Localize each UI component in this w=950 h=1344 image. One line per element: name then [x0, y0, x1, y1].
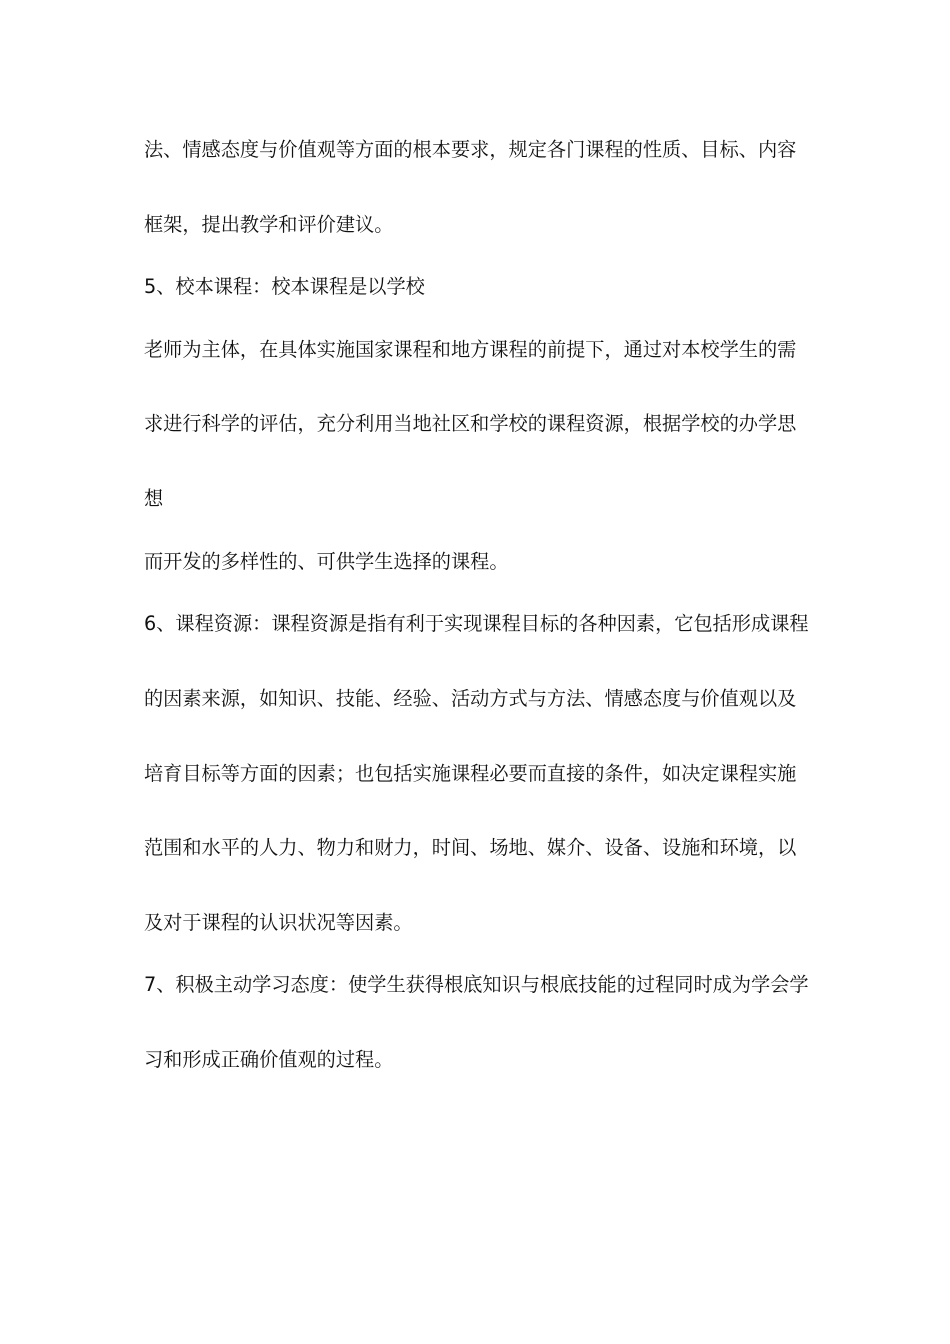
text-line: 及对于课程的认识状况等因素。 — [144, 911, 413, 934]
text-line: 而开发的多样性的、可供学生选择的课程。 — [144, 550, 509, 573]
section-6-heading: 6、课程资源：课程资源是指有利于实现课程目标的各种因素，它包括形成课程 — [144, 612, 809, 635]
text-line: 范围和水平的人力、物力和财力，时间、场地、媒介、设备、设施和环境，以 — [144, 836, 797, 859]
text-line: 培育目标等方面的因素；也包括实施课程必要而直接的条件，如决定课程实施 — [144, 762, 797, 785]
text-line: 框架，提出教学和评价建议。 — [144, 213, 394, 236]
text-line: 老师为主体，在具体实施国家课程和地方课程的前提下，通过对本校学生的需 — [144, 338, 797, 361]
text-line: 求进行科学的评估，充分利用当地社区和学校的课程资源，根据学校的办学思 — [144, 412, 797, 435]
text-line: 法、情感态度与价值观等方面的根本要求，规定各门课程的性质、目标、内容 — [144, 138, 797, 161]
section-7-heading: 7、积极主动学习态度：使学生获得根底知识与根底技能的过程同时成为学会学 — [144, 973, 809, 996]
section-5-heading: 5、校本课程：校本课程是以学校 — [144, 275, 425, 298]
text-line: 的因素来源，如知识、技能、经验、活动方式与方法、情感态度与价值观以及 — [144, 687, 797, 710]
text-line: 想 — [144, 487, 164, 510]
text-line: 习和形成正确价值观的过程。 — [144, 1048, 394, 1071]
